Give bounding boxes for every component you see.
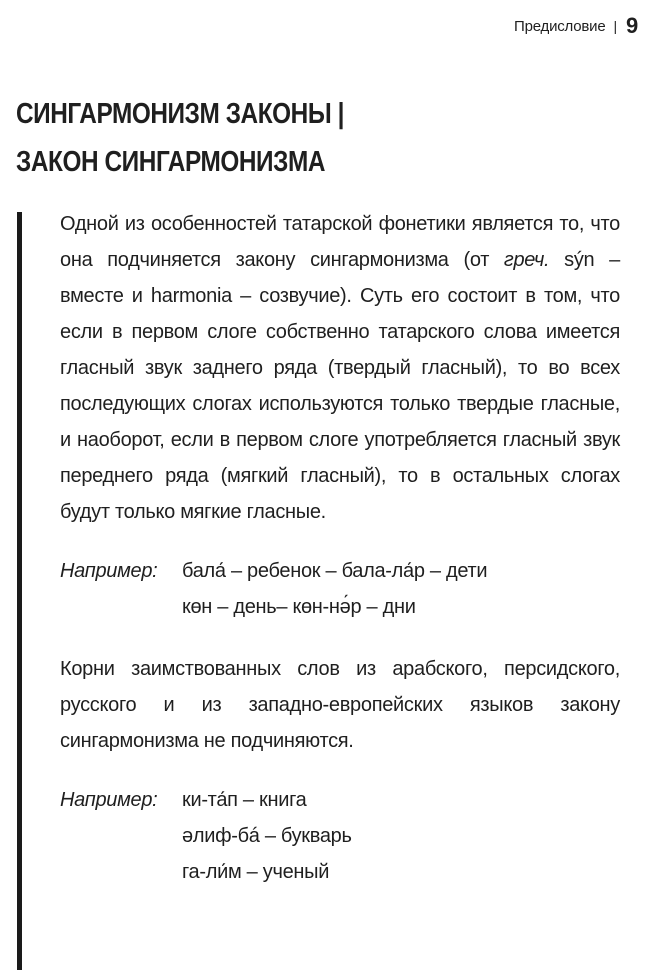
chapter-title	[16, 90, 520, 186]
page-number: 9	[625, 13, 638, 38]
paragraph-sinharmonism	[60, 206, 620, 530]
example-line: ки-та́п – книга	[182, 789, 307, 811]
example-lines	[182, 553, 487, 625]
example-label: Например:	[60, 789, 158, 811]
paragraph-1-italic: греч.	[503, 249, 550, 271]
left-accent-bar	[17, 212, 22, 970]
example-line: га-ли́м – ученый	[182, 861, 330, 883]
chapter-title-line-2: ЗАКОН СИНГАРМОНИЗМА	[16, 146, 326, 178]
example-block-1	[60, 553, 620, 625]
body-content	[60, 206, 620, 890]
paragraph-1-text-a: Одной из особенностей татарской фонетики является то, что она подчиняется закону сингармонизма (от	[60, 213, 620, 271]
example-lines	[182, 782, 352, 890]
header-separator: |	[613, 18, 617, 34]
section-name: Предисловие	[513, 17, 606, 35]
example-line: əлиф-бá – букварь	[182, 825, 352, 847]
running-header	[514, 13, 638, 39]
paragraph-1-text-b: sýn – вместе и harmonia – созвучие). Суть его состоит в том, что если в первом слоге собственно татарского слова имеется гласный звук заднего ряда (твердый гласный), то во всех последующих слогах используются только твердые гласные, и наоборот, если в первом слоге употребляется гласный звук переднего ряда (мягкий гласный), то в остальных слогах будут только мягкие гласные.	[60, 249, 620, 523]
example-line: бала́ – ребенок – бала-ла́р – дети	[182, 560, 488, 582]
example-label: Например:	[60, 560, 158, 582]
chapter-title-line-1: СИНГАРМОНИЗМ ЗАКОНЫ |	[16, 98, 345, 130]
paragraph-loanwords: Корни заимствованных слов из арабского, персидского, русского и из западно-европейских языков закону сингармонизма не подчиняются.	[60, 658, 620, 752]
example-block-2	[60, 782, 620, 890]
example-line: көн – день– көн-нə́р – дни	[182, 596, 416, 618]
